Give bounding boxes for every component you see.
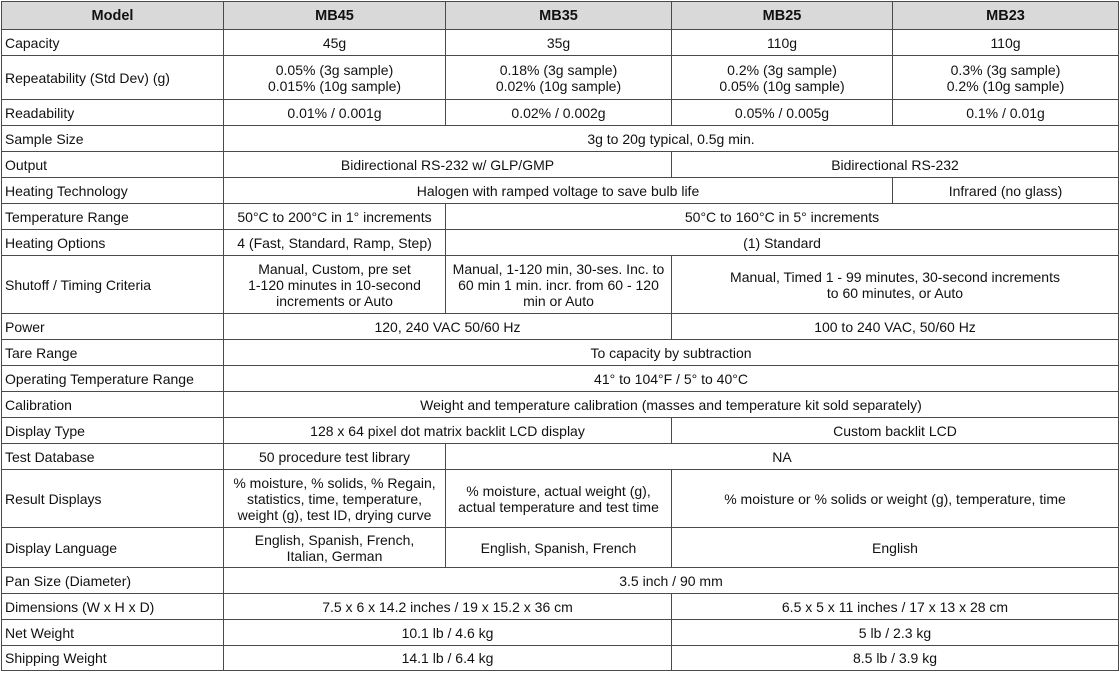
cell-mb25 bbox=[672, 56, 893, 100]
row-sample-size bbox=[2, 126, 1119, 152]
row-label: Output bbox=[2, 152, 224, 178]
cell-mb25-mb23: 6.5 x 5 x 11 inches / 17 x 13 x 28 cm bbox=[672, 594, 1119, 620]
row-label: Operating Temperature Range bbox=[2, 366, 224, 392]
cell-mb25-mb23: 8.5 lb / 3.9 kg bbox=[672, 646, 1119, 671]
cell-all-models: Weight and temperature calibration (masses and temperature kit sold separately) bbox=[224, 392, 1119, 418]
cell-mb45: 0.01% / 0.001g bbox=[224, 100, 446, 126]
header-model: Model bbox=[2, 2, 224, 30]
cell-line: 1-120 minutes in 10-second bbox=[248, 276, 421, 293]
row-label: Readability bbox=[2, 100, 224, 126]
row-operating-temperature bbox=[2, 366, 1119, 392]
row-label: Temperature Range bbox=[2, 204, 224, 230]
cell-mb45 bbox=[224, 470, 446, 528]
cell-line: to 60 minutes, or Auto bbox=[826, 284, 964, 301]
cell-mb25-mb23: Custom backlit LCD bbox=[672, 418, 1119, 444]
header-mb25: MB25 bbox=[672, 2, 893, 30]
cell-line: 0.02% (10g sample) bbox=[495, 77, 622, 94]
cell-mb25-mb23: English bbox=[672, 528, 1119, 568]
cell-mb25-mb23: 100 to 240 VAC, 50/60 Hz bbox=[672, 314, 1119, 340]
cell-mb45 bbox=[224, 528, 446, 568]
cell-line: Manual, Timed 1 - 99 minutes, 30-second increments bbox=[730, 268, 1060, 285]
row-label: Capacity bbox=[2, 30, 224, 56]
cell-mb35-mb23: NA bbox=[446, 444, 1119, 470]
cell-line: statistics, time, temperature, bbox=[246, 490, 423, 507]
cell-line: weight (g), test ID, drying curve bbox=[237, 506, 432, 523]
row-result-displays bbox=[2, 470, 1119, 528]
cell-mb23: 0.1% / 0.01g bbox=[893, 100, 1119, 126]
cell-mb23: Infrared (no glass) bbox=[893, 178, 1119, 204]
cell-mb45-mb35: 128 x 64 pixel dot matrix backlit LCD display bbox=[224, 418, 672, 444]
cell-mb25: 110g bbox=[672, 30, 893, 56]
cell-mb45-mb25: Halogen with ramped voltage to save bulb life bbox=[224, 178, 893, 204]
cell-line: 0.05% (10g sample) bbox=[719, 77, 845, 94]
row-label: Display Language bbox=[2, 528, 224, 568]
spec-table bbox=[1, 1, 1119, 671]
row-label: Net Weight bbox=[2, 620, 224, 646]
cell-line: 0.015% (10g sample) bbox=[267, 77, 402, 94]
row-label: Shipping Weight bbox=[2, 646, 224, 671]
cell-mb23 bbox=[893, 56, 1119, 100]
cell-all-models: To capacity by subtraction bbox=[224, 340, 1119, 366]
row-label: Result Displays bbox=[2, 470, 224, 528]
cell-all-models: 3g to 20g typical, 0.5g min. bbox=[224, 126, 1119, 152]
row-display-type bbox=[2, 418, 1119, 444]
cell-mb23: 110g bbox=[893, 30, 1119, 56]
header-mb45: MB45 bbox=[224, 2, 446, 30]
row-temperature-range bbox=[2, 204, 1119, 230]
header-row bbox=[2, 2, 1119, 30]
cell-line: Italian, German bbox=[286, 547, 383, 564]
cell-line: actual temperature and test time bbox=[458, 498, 659, 515]
cell-line: Manual, Custom, pre set bbox=[258, 260, 411, 277]
cell-mb35 bbox=[446, 256, 672, 314]
row-dimensions bbox=[2, 594, 1119, 620]
row-label: Tare Range bbox=[2, 340, 224, 366]
cell-mb25-mb23: % moisture or % solids or weight (g), temperature, time bbox=[672, 470, 1119, 528]
row-shutoff-timing bbox=[2, 256, 1119, 314]
cell-mb45 bbox=[224, 256, 446, 314]
cell-mb35: 35g bbox=[446, 30, 672, 56]
cell-mb35 bbox=[446, 56, 672, 100]
cell-mb25: 0.05% / 0.005g bbox=[672, 100, 893, 126]
cell-all-models: 41° to 104°F / 5° to 40°C bbox=[224, 366, 1119, 392]
row-readability bbox=[2, 100, 1119, 126]
cell-mb45-mb35: 120, 240 VAC 50/60 Hz bbox=[224, 314, 672, 340]
row-power bbox=[2, 314, 1119, 340]
cell-line: 0.2% (3g sample) bbox=[727, 61, 837, 78]
row-output bbox=[2, 152, 1119, 178]
cell-mb35-mb23: 50°C to 160°C in 5° increments bbox=[446, 204, 1119, 230]
row-heating-technology bbox=[2, 178, 1119, 204]
cell-mb35-mb23: (1) Standard bbox=[446, 230, 1119, 256]
cell-mb35: English, Spanish, French bbox=[446, 528, 672, 568]
row-label: Dimensions (W x H x D) bbox=[2, 594, 224, 620]
row-pan-size bbox=[2, 568, 1119, 594]
row-net-weight bbox=[2, 620, 1119, 646]
cell-mb25-mb23: Bidirectional RS-232 bbox=[672, 152, 1119, 178]
header-mb23: MB23 bbox=[893, 2, 1119, 30]
cell-mb45-mb35: Bidirectional RS-232 w/ GLP/GMP bbox=[224, 152, 672, 178]
cell-line: 0.18% (3g sample) bbox=[499, 61, 618, 78]
cell-mb45: 50°C to 200°C in 1° increments bbox=[224, 204, 446, 230]
row-label: Heating Technology bbox=[2, 178, 224, 204]
row-tare-range bbox=[2, 340, 1119, 366]
row-display-language bbox=[2, 528, 1119, 568]
row-capacity bbox=[2, 30, 1119, 56]
row-label: Calibration bbox=[2, 392, 224, 418]
row-label: Shutoff / Timing Criteria bbox=[2, 256, 224, 314]
row-shipping-weight bbox=[2, 646, 1119, 671]
cell-mb35 bbox=[446, 470, 672, 528]
row-label: Display Type bbox=[2, 418, 224, 444]
cell-line: increments or Auto bbox=[276, 292, 393, 309]
cell-mb45: 4 (Fast, Standard, Ramp, Step) bbox=[224, 230, 446, 256]
cell-line: English, Spanish, French, bbox=[254, 531, 415, 548]
cell-mb35: 0.02% / 0.002g bbox=[446, 100, 672, 126]
row-label: Sample Size bbox=[2, 126, 224, 152]
cell-line: 0.2% (10g sample) bbox=[946, 77, 1065, 94]
cell-mb45-mb35: 14.1 lb / 6.4 kg bbox=[224, 646, 672, 671]
row-repeatability bbox=[2, 56, 1119, 100]
cell-line: 60 min 1 min. incr. from 60 - 120 bbox=[458, 276, 659, 293]
cell-all-models: 3.5 inch / 90 mm bbox=[224, 568, 1119, 594]
cell-line: Manual, 1-120 min, 30-ses. Inc. to bbox=[452, 260, 665, 277]
cell-mb45: 50 procedure test library bbox=[224, 444, 446, 470]
cell-line: 0.3% (3g sample) bbox=[950, 61, 1061, 78]
row-label: Heating Options bbox=[2, 230, 224, 256]
row-label: Pan Size (Diameter) bbox=[2, 568, 224, 594]
cell-line: 0.05% (3g sample) bbox=[275, 61, 394, 78]
row-test-database bbox=[2, 444, 1119, 470]
row-calibration bbox=[2, 392, 1119, 418]
cell-mb45 bbox=[224, 56, 446, 100]
row-label: Power bbox=[2, 314, 224, 340]
cell-mb45: 45g bbox=[224, 30, 446, 56]
row-label: Repeatability (Std Dev) (g) bbox=[2, 56, 224, 100]
row-label: Test Database bbox=[2, 444, 224, 470]
cell-mb25-mb23: 5 lb / 2.3 kg bbox=[672, 620, 1119, 646]
cell-line: min or Auto bbox=[523, 292, 594, 309]
cell-mb25-mb23 bbox=[672, 256, 1119, 314]
header-mb35: MB35 bbox=[446, 2, 672, 30]
cell-line: % moisture, actual weight (g), bbox=[466, 482, 651, 499]
cell-line: % moisture, % solids, % Regain, bbox=[233, 474, 436, 491]
cell-mb45-mb35: 10.1 lb / 4.6 kg bbox=[224, 620, 672, 646]
cell-mb45-mb35: 7.5 x 6 x 14.2 inches / 19 x 15.2 x 36 cm bbox=[224, 594, 672, 620]
row-heating-options bbox=[2, 230, 1119, 256]
